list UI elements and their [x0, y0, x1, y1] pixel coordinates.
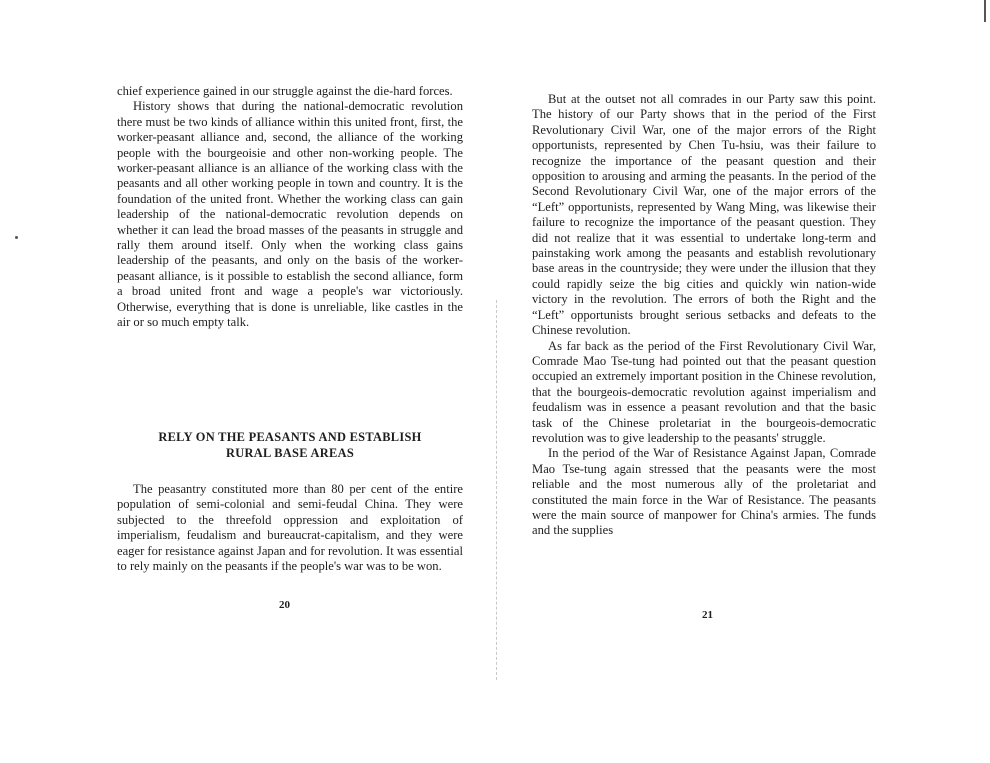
page-number: 21: [702, 609, 713, 621]
book-gutter: [496, 300, 498, 680]
paragraph: In the period of the War of Resistance Against Japan, Comrade Mao Tse-tung again stressed that the peasants were the most reliable and the most numerous ally of the proletariat and constituted the main force in the War of Resistance. The peasants were the main source of manpower for China's armies. The funds and the supplies: [532, 446, 876, 538]
paragraph: But at the outset not all comrades in our Party saw this point. The history of our Party shows that in the period of the First Revolutionary Civil War, one of the major errors of the Right opportunists, represented by Chen Tu-hsiu, was their failure to recognize the importance of the peasant question and their opposition to arousing and arming the peasants. In the period of the Second Revolutionary Civil War, one of the major errors of the “Left” opportunists, represented by Wang Ming, was likewise their failure to recognize the importance of the peasant question. They did not realize that it was essential to undertake long-term and painstaking work among the peasants and establish revolutionary base areas in the countryside; they were under the illusion that they could rapidly seize the big cities and quickly win nation-wide victory in the revolution. The errors of both the Right and the “Left” opportunists brought serious setbacks and defeats to the Chinese revolution.: [532, 92, 876, 338]
section-body: [117, 482, 463, 574]
scan-speck: [15, 236, 18, 239]
right-page: [495, 0, 990, 763]
left-page-body: [117, 84, 463, 331]
scan-edge-mark: [984, 0, 986, 22]
page-number: 20: [279, 599, 290, 611]
paragraph: As far back as the period of the First Revolutionary Civil War, Comrade Mao Tse-tung had pointed out that the peasant question occupied an extremely important position in the Chinese revolution, that the bourgeois-democratic revolution against imperialism and feudalism was in essence a peasant revolution and that the basic task of the Chinese proletariat in the bourgeois-democratic revolution was to give leadership to the peasants' struggle.: [532, 338, 876, 445]
section-heading-line-1: RELY ON THE PEASANTS AND ESTABLISH: [158, 430, 422, 444]
paragraph: chief experience gained in our struggle against the die-hard forces.: [117, 84, 453, 98]
section-heading: [117, 430, 463, 461]
section-heading-line-2: RURAL BASE AREAS: [225, 445, 355, 460]
paragraph: History shows that during the national-democratic revolution there must be two kinds of alliance within this united front, first, the worker-peasant alliance and, second, the alliance of the working people with the bourgeoisie and other non-working people. The worker-peasant alliance is an alliance of the working class with the peasants and all other working people in town and country. It is the foundation of the united front. Whether the working class can gain leadership of the national-democratic revolution depends on whether it can lead the broad masses of the peasants in struggle and rally them around itself. Only when the working class gains leadership of the peasants, and only on the basis of the worker-peasant alliance, is it possible to establish the second alliance, form a broad united front and wage a people's war victoriously. Otherwise, everything that is done is unreliable, like castles in the air or so much empty talk.: [117, 99, 463, 330]
right-page-body: [532, 92, 876, 539]
paragraph: The peasantry constituted more than 80 per cent of the entire population of semi-colonial and semi-feudal China. They were subjected to the threefold oppression and exploitation of imperialism, feudalism and bureaucrat-capitalism, and they were eager for resistance against Japan and for revolution. It was essential to rely mainly on the peasants if the people's war was to be won.: [117, 482, 463, 574]
